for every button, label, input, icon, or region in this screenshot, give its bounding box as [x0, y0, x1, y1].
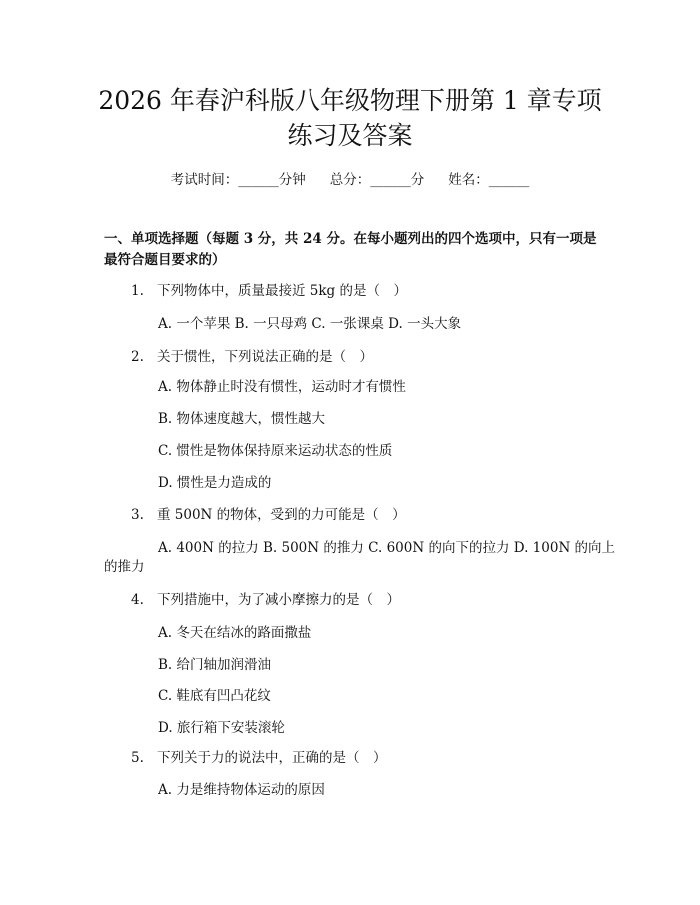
document-title-line1: 2026 年春沪科版八年级物理下册第 1 章专项: [98, 86, 602, 115]
question-text: 关于惯性，下列说法正确的是（ ）: [157, 349, 373, 365]
question-4-option-b: B. 给门轴加润滑油: [158, 657, 272, 673]
question-5-option-a: A. 力是维持物体运动的原因: [158, 782, 325, 798]
question-4-option-d: D. 旅行箱下安装滚轮: [158, 720, 285, 736]
exam-info: [0, 168, 700, 188]
exam-score-field: 总分：______分: [329, 172, 425, 188]
question-text: 重 500N 的物体，受到的力可能是（ ）: [157, 507, 406, 523]
question-number: 4.: [131, 592, 144, 608]
question-number: 2.: [131, 349, 144, 365]
question-number: 3.: [131, 507, 144, 523]
question-3-options-continued: 的推力: [104, 559, 145, 575]
question-text: 下列关于力的说法中，正确的是（ ）: [157, 750, 387, 766]
question-4-option-a: A. 冬天在结冰的路面撒盐: [158, 625, 312, 641]
question-2-option-b: B. 物体速度越大，惯性越大: [158, 411, 326, 427]
section-heading-line2: 最符合题目要求的）: [104, 252, 226, 268]
question-3-options: A. 400N 的拉力 B. 500N 的推力 C. 600N 的向下的拉力 D. 100N 的向上: [158, 540, 616, 556]
question-1-options: A. 一个苹果 B. 一只母鸡 C. 一张课桌 D. 一头大象: [158, 316, 462, 332]
question-2-option-d: D. 惯性是力造成的: [158, 475, 272, 491]
question-4-option-c: C. 鞋底有凹凸花纹: [158, 688, 271, 704]
document-title-line2: 练习及答案: [287, 121, 413, 150]
exam-time-field: 考试时间：______分钟: [170, 172, 306, 188]
section-heading-line1: 一、单项选择题（每题 3 分，共 24 分。在每小题列出的四个选项中，只有一项是: [104, 231, 597, 247]
question-text: 下列措施中，为了减小摩擦力的是（ ）: [157, 592, 400, 608]
question-2-option-c: C. 惯性是物体保持原来运动状态的性质: [158, 443, 393, 459]
exam-name-field: 姓名：______: [448, 172, 530, 188]
question-number: 1.: [131, 283, 144, 299]
question-text: 下列物体中，质量最接近 5kg 的是（ ）: [157, 283, 407, 299]
question-number: 5.: [131, 750, 144, 766]
question-2-option-a: A. 物体静止时没有惯性，运动时才有惯性: [158, 379, 406, 395]
